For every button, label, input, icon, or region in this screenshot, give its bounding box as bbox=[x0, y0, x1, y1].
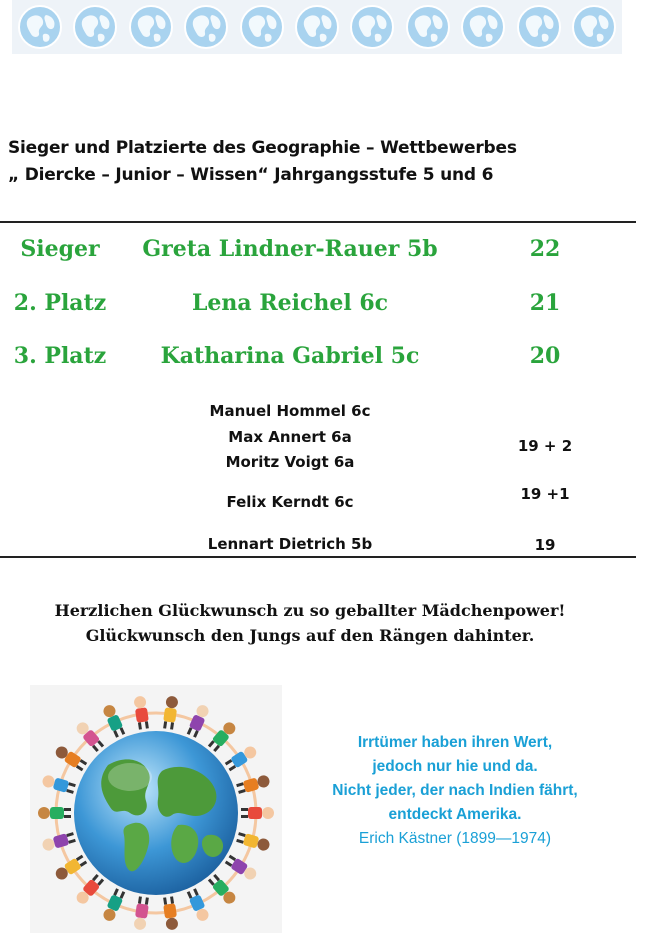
congrats-line-2: Glückwunsch den Jungs auf den Rängen dahinter. bbox=[85, 626, 535, 645]
winner-name: Lena Reichel 6c bbox=[191, 290, 389, 316]
globe-icon bbox=[127, 3, 175, 51]
quote-author: Erich Kästner (1899—1974) bbox=[358, 830, 552, 847]
divider-top bbox=[0, 221, 636, 223]
participant-name: Felix Kerndt 6c bbox=[226, 493, 354, 511]
quote-line: entdeckt Amerika. bbox=[388, 806, 522, 823]
quote-block bbox=[305, 731, 605, 851]
page-title bbox=[8, 135, 628, 189]
participant-name: Manuel Hommel 6c bbox=[209, 402, 371, 420]
participant-score: 19 +1 bbox=[520, 485, 570, 503]
winner-score: 22 bbox=[529, 236, 561, 262]
place-label: Sieger bbox=[20, 236, 100, 262]
children-around-globe-icon bbox=[30, 685, 282, 933]
winner-name: Greta Lindner-Rauer 5b bbox=[142, 236, 438, 262]
globe-icon bbox=[570, 3, 618, 51]
globe-icon bbox=[71, 3, 119, 51]
congrats-line-1: Herzlichen Glückwunsch zu so geballter Mädchenpower! bbox=[54, 601, 566, 620]
participant-score: 19 + 2 bbox=[517, 437, 573, 455]
quote-line: Irrtümer haben ihren Wert, bbox=[357, 734, 553, 751]
winner-row-1 bbox=[0, 236, 650, 270]
globe-icon bbox=[238, 3, 286, 51]
globe-icon bbox=[404, 3, 452, 51]
winner-name: Katharina Gabriel 5c bbox=[160, 343, 420, 369]
winner-score: 21 bbox=[529, 290, 561, 316]
globe-icon bbox=[348, 3, 396, 51]
quote-line: jedoch nur hie und da. bbox=[372, 758, 538, 775]
globe-icon bbox=[515, 3, 563, 51]
participant-name: Max Annert 6a bbox=[228, 428, 352, 446]
winner-row-3 bbox=[0, 343, 650, 377]
globe-banner bbox=[12, 0, 622, 54]
divider-bottom bbox=[0, 556, 636, 558]
title-line-1: Sieger und Platzierte des Geographie – Wettbewerbes bbox=[8, 138, 517, 158]
winner-row-2 bbox=[0, 290, 650, 324]
participant-score: 19 bbox=[534, 536, 556, 554]
title-line-2: „ Diercke – Junior – Wissen“ Jahrgangsstufe 5 und 6 bbox=[8, 165, 494, 185]
participant-name: Lennart Dietrich 5b bbox=[207, 535, 373, 553]
globe-icon bbox=[293, 3, 341, 51]
globe-icon bbox=[182, 3, 230, 51]
quote-line: Nicht jeder, der nach Indien fährt, bbox=[332, 782, 578, 799]
globe-icon bbox=[16, 3, 64, 51]
place-label: 2. Platz bbox=[13, 290, 107, 316]
winner-score: 20 bbox=[529, 343, 561, 369]
place-label: 3. Platz bbox=[13, 343, 107, 369]
globe-icon bbox=[459, 3, 507, 51]
congratulation-text bbox=[0, 598, 620, 648]
participant-name: Moritz Voigt 6a bbox=[225, 453, 355, 471]
